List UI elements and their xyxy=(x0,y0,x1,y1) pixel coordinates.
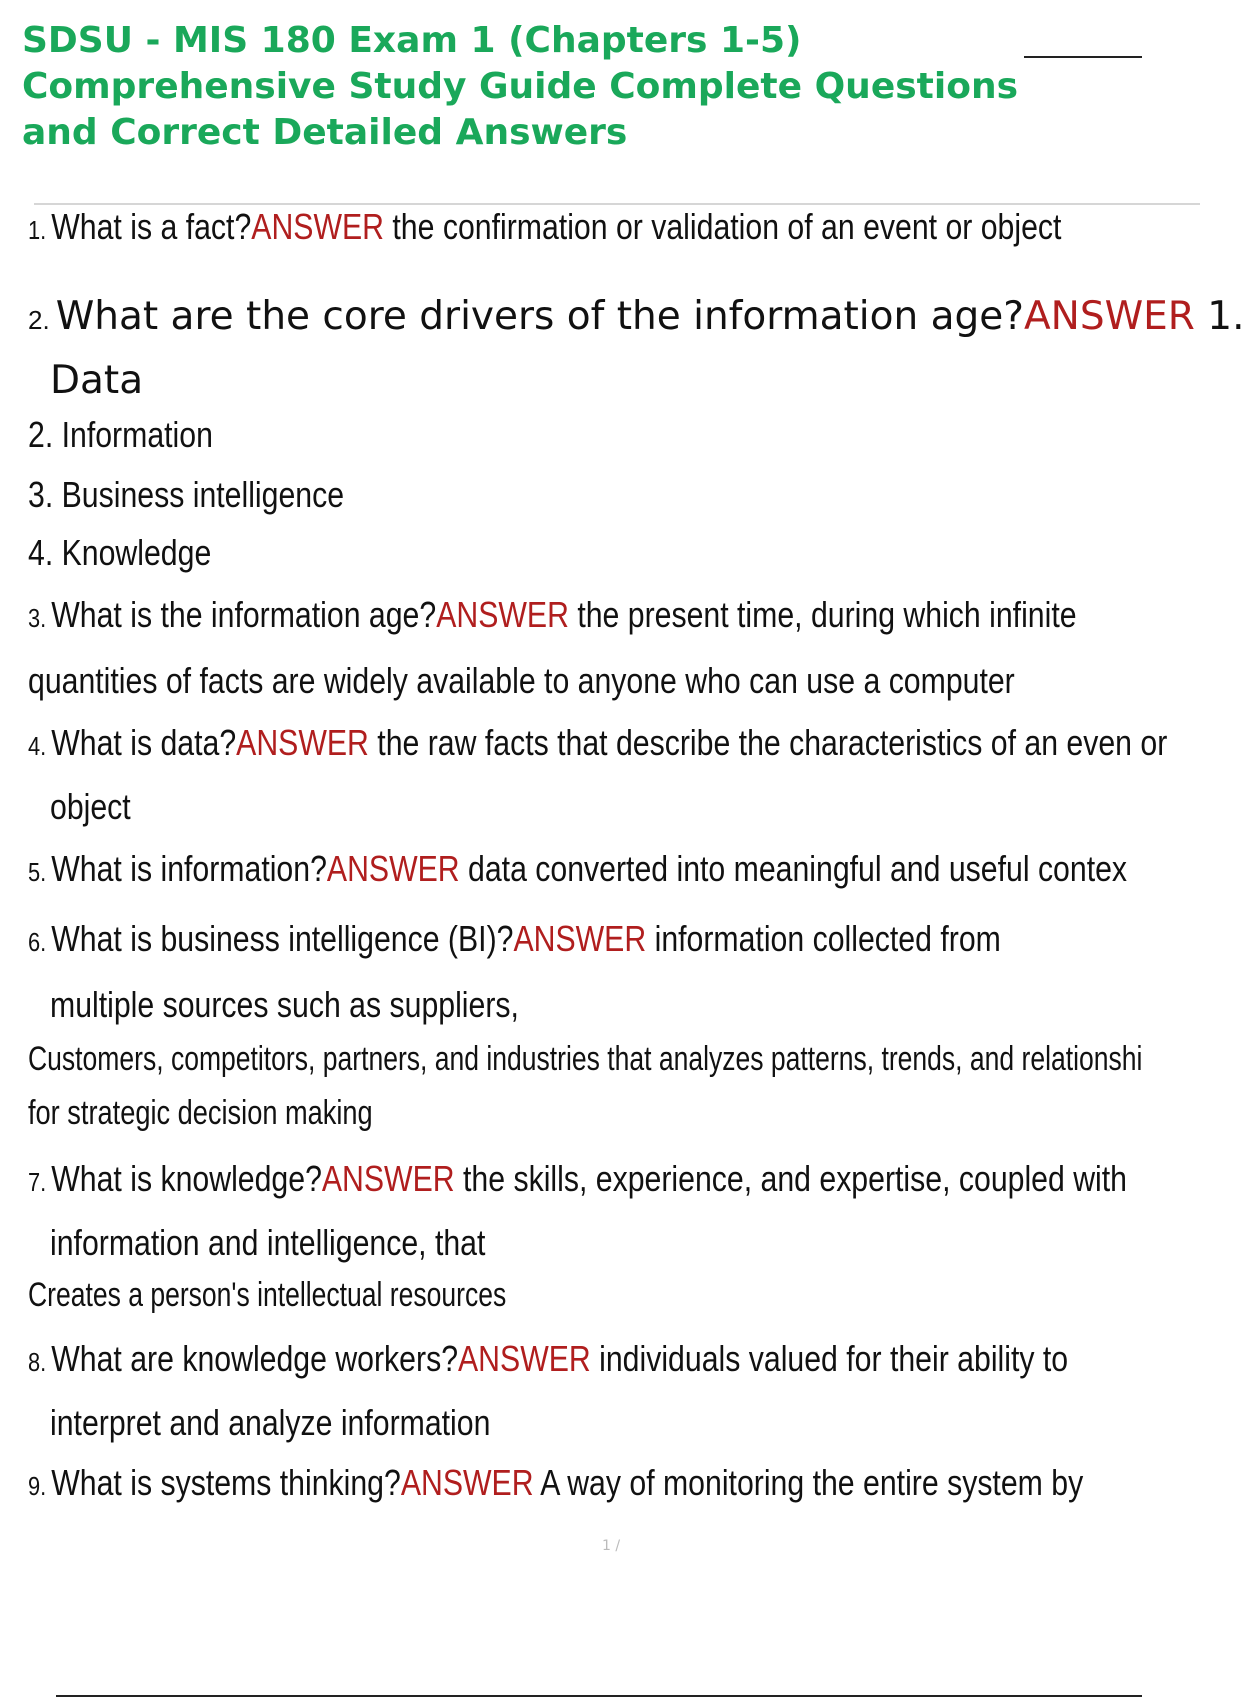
question-text: What is the information age? xyxy=(51,594,437,635)
answer-continuation: multiple sources such as suppliers, xyxy=(50,984,519,1025)
footer-divider xyxy=(56,1695,1142,1697)
answer-continuation: Creates a person's intellectual resources xyxy=(28,1276,507,1314)
question-text: What is a fact? xyxy=(51,206,252,247)
question-8: 8. What are knowledge workers?ANSWER individuals valued for their ability to xyxy=(28,1338,1069,1379)
answer-continuation: object xyxy=(50,786,131,827)
answer-label: ANSWER xyxy=(458,1338,591,1379)
answer-continuation: Customers, competitors, partners, and industries that analyzes patterns, trends, and relationshi xyxy=(28,1040,1143,1078)
answer-label: ANSWER xyxy=(321,1158,455,1199)
list-item: 3. Business intelligence xyxy=(28,474,345,515)
answer-continuation: for strategic decision making xyxy=(28,1094,373,1132)
question-text: What is business intelligence (BI)? xyxy=(51,918,514,959)
answer-text: 1. xyxy=(1194,294,1245,339)
document-title xyxy=(22,18,1018,156)
answer-label: ANSWER xyxy=(436,594,569,635)
question-1: 1. What is a fact?ANSWER the confirmation or validation of an event or object xyxy=(28,206,1062,247)
question-text: What are the core drivers of the information age? xyxy=(55,294,1024,339)
question-text: What is data? xyxy=(51,722,237,763)
title-line-3: and Correct Detailed Answers xyxy=(22,112,628,153)
question-4: 4. What is data?ANSWER the raw facts that describe the characteristics of an even or xyxy=(28,722,1168,763)
title-line-2: Comprehensive Study Guide Complete Questions xyxy=(22,66,1018,107)
page-number: 1 / xyxy=(602,1538,621,1554)
title-line-1: SDSU - MIS 180 Exam 1 (Chapters 1-5) xyxy=(22,20,802,61)
question-6: 6. What is business intelligence (BI)?ANSWER information collected from xyxy=(28,918,1001,959)
answer-text: the raw facts that describe the characteristics of an even or xyxy=(368,722,1168,763)
answer-text: information collected from xyxy=(646,918,1001,959)
list-item: 2. Information xyxy=(28,414,213,455)
answer-continuation: quantities of facts are widely available to anyone who can use a computer xyxy=(28,660,1015,701)
question-3: 3. What is the information age?ANSWER the present time, during which infinite xyxy=(28,594,1077,635)
answer-label: ANSWER xyxy=(400,1462,534,1503)
question-text: What is systems thinking? xyxy=(51,1462,401,1503)
question-text: What is knowledge? xyxy=(51,1158,322,1199)
answer-text: individuals valued for their ability to xyxy=(590,1338,1069,1379)
answer-text: the confirmation or validation of an event or object xyxy=(384,206,1062,247)
question-9: 9. What is systems thinking?ANSWER A way of monitoring the entire system by xyxy=(28,1462,1084,1503)
answer-text: data converted into meaningful and useful contex xyxy=(459,848,1128,889)
question-text: What are knowledge workers? xyxy=(51,1338,459,1379)
answer-text: the present time, during which infinite xyxy=(568,594,1077,635)
answer-text: the skills, experience, and expertise, coupled with xyxy=(454,1158,1127,1199)
header-divider xyxy=(34,203,1200,205)
answer-label: ANSWER xyxy=(1023,294,1195,339)
answer-label: ANSWER xyxy=(513,918,647,959)
answer-continuation: interpret and analyze information xyxy=(50,1402,491,1443)
question-5: 5. What is information?ANSWER data converted into meaningful and useful contex xyxy=(28,848,1128,889)
question-2: 2. What are the core drivers of the information age?ANSWER 1. xyxy=(28,294,1245,339)
answer-continuation: information and intelligence, that xyxy=(50,1222,486,1263)
answer-label: ANSWER xyxy=(251,206,385,247)
question-7: 7. What is knowledge?ANSWER the skills, experience, and expertise, coupled with xyxy=(28,1158,1127,1199)
answer-label: ANSWER xyxy=(236,722,369,763)
header-blank-line xyxy=(1024,56,1142,58)
answer-text: A way of monitoring the entire system by xyxy=(533,1462,1084,1503)
list-item: 4. Knowledge xyxy=(28,532,212,573)
answer-label: ANSWER xyxy=(326,848,460,889)
answer-continuation: Data xyxy=(50,358,144,403)
question-text: What is information? xyxy=(51,848,327,889)
